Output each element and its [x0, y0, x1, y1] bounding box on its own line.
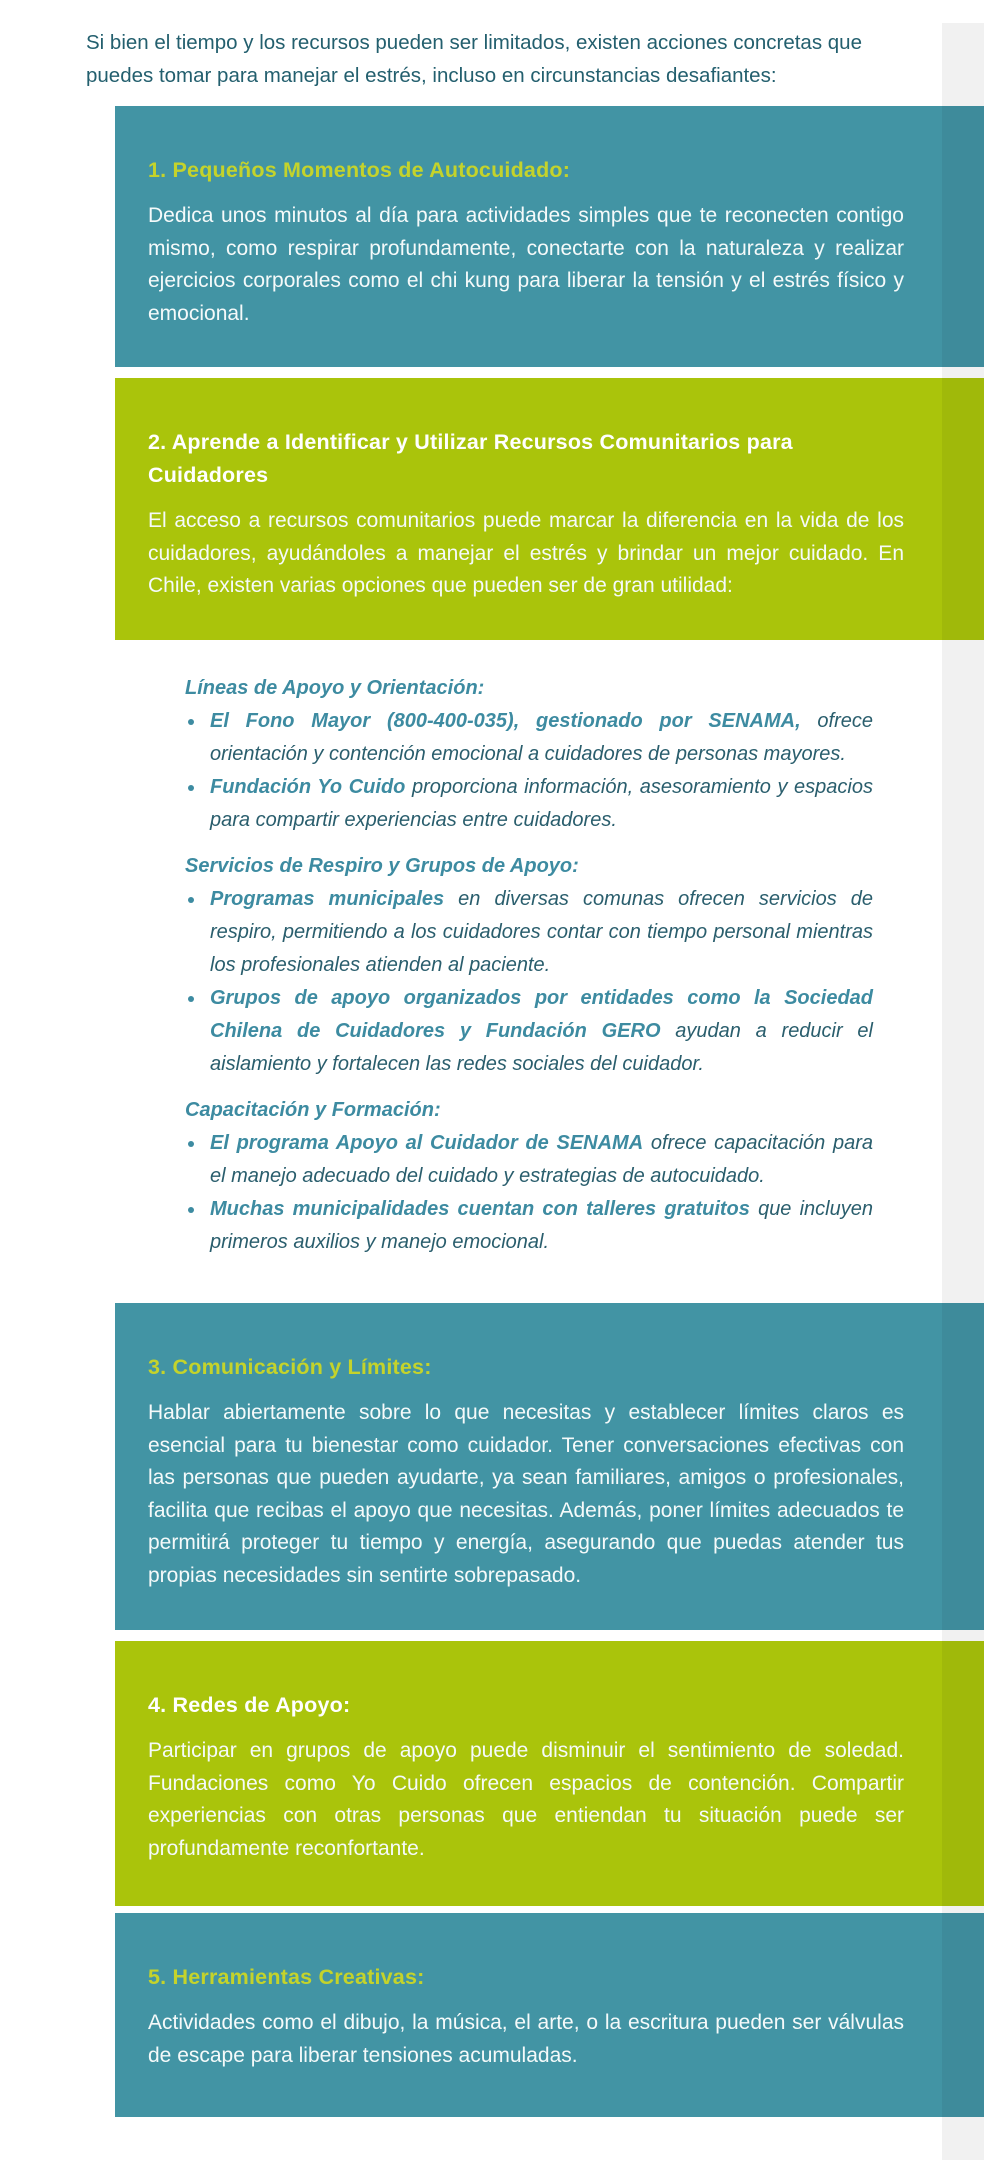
list-item-text: [210, 771, 873, 837]
section-4-heading: 4. Redes de Apoyo:: [148, 1693, 351, 1717]
resource-group-title: Capacitación y Formación:: [185, 1099, 441, 1121]
list-item-lead: Grupos de apoyo organizados por entidades como la Sociedad Chilena de Cuidadores y Fundación GERO: [210, 987, 873, 1042]
list-item-rest: ayudan a reducir el aislamiento y fortalecen las redes sociales del cuidador.: [210, 1020, 873, 1075]
section-5-body: Actividades como el dibujo, la música, el arte, o la escritura pueden ser válvulas de escape para liberar tensiones acumuladas.: [148, 2011, 904, 2067]
section-1-body: Dedica unos minutos al día para actividades simples que te reconecten contigo mismo, como respirar profundamente, conectarte con la naturaleza y realizar ejercicios corporales como el chi kung para liberar la tensión y el estrés físico y emocional.: [148, 204, 904, 325]
list-item-text: [210, 705, 873, 771]
section-3-heading: 3. Comunicación y Límites:: [148, 1355, 432, 1379]
list-item-rest: en diversas comunas ofrecen servicios de respiro, permitiendo a los cuidadores contar con tiempo personal mientras los profesionales atienden al paciente.: [210, 888, 873, 976]
bullet-dot-icon: [188, 996, 194, 1002]
list-item: [185, 883, 873, 982]
section-3-comunicacion-limites: [115, 1303, 984, 1630]
intro-line-2: puedes tomar para manejar el estrés, incluso en circunstancias desafiantes:: [86, 63, 777, 87]
list-item-lead: El Fono Mayor (800-400-035), gestionado por SENAMA,: [210, 710, 801, 732]
intro-paragraph: [86, 26, 906, 92]
bullet-dot-icon: [188, 719, 194, 725]
community-resources-list: [185, 672, 873, 1272]
section-1-heading: 1. Pequeños Momentos de Autocuidado:: [148, 158, 571, 182]
section-2-recursos-comunitarios: [115, 378, 984, 640]
list-item: [185, 771, 873, 837]
bullet-dot-icon: [188, 897, 194, 903]
resource-group-title: Servicios de Respiro y Grupos de Apoyo:: [185, 855, 579, 877]
list-item: [185, 1127, 873, 1193]
list-item-rest: ofrece capacitación para el manejo adecuado del cuidado y estrategias de autocuidado.: [210, 1132, 874, 1187]
resource-group-servicios-respiro: [185, 850, 873, 1081]
section-5-heading: 5. Herramientas Creativas:: [148, 1965, 425, 1989]
list-item-text: [210, 1127, 873, 1193]
list-item-lead: Fundación Yo Cuido: [210, 776, 406, 798]
list-item: [185, 1193, 873, 1259]
list-item-text: [210, 883, 873, 982]
bullet-dot-icon: [188, 785, 194, 791]
list-item: [185, 982, 873, 1081]
section-4-redes-apoyo: [115, 1641, 984, 1906]
list-item-text: [210, 1193, 873, 1259]
section-4-body: Participar en grupos de apoyo puede disminuir el sentimiento de soledad. Fundaciones como Yo Cuido ofrecen espacios de contención. Compartir experiencias con otras personas que entiendan tu situación puede ser profundamente reconfortante.: [148, 1739, 904, 1860]
bullet-dot-icon: [188, 1141, 194, 1147]
intro-line-1: Si bien el tiempo y los recursos pueden ser limitados, existen acciones concretas que: [86, 30, 862, 54]
section-5-herramientas-creativas: [115, 1913, 984, 2117]
list-item-rest: ofrece orientación y contención emocional a cuidadores de personas mayores.: [210, 710, 873, 765]
list-item-lead: Muchas municipalidades cuentan con talleres gratuitos: [210, 1198, 750, 1220]
resource-group-lineas-apoyo: [185, 672, 873, 837]
section-1-autocuidado: [115, 106, 984, 367]
section-2-heading: 2. Aprende a Identificar y Utilizar Recursos Comunitarios para Cuidadores: [148, 430, 793, 487]
list-item-text: [210, 982, 873, 1081]
list-item-rest: proporciona información, asesoramiento y espacios para compartir experiencias entre cuidadores.: [210, 776, 873, 831]
resource-group-title: Líneas de Apoyo y Orientación:: [185, 677, 485, 699]
section-3-body: Hablar abiertamente sobre lo que necesitas y establecer límites claros es esencial para tu bienestar como cuidador. Tener conversaciones efectivas con las personas que pueden ayudarte, ya sean familiares, amigos o profesionales, facilita que recibas el apoyo que necesitas. Además, poner límites adecuados te permitirá proteger tu tiempo y energía, asegurando que puedas atender tus propias necesidades sin sentirte sobrepasado.: [148, 1401, 904, 1587]
list-item-lead: Programas municipales: [210, 888, 445, 910]
bullet-dot-icon: [188, 1207, 194, 1213]
section-2-body: El acceso a recursos comunitarios puede marcar la diferencia en la vida de los cuidadores, ayudándoles a manejar el estrés y brindar un mejor cuidado. En Chile, existen varias opciones que pueden ser de gran utilidad:: [148, 509, 904, 597]
list-item-lead: El programa Apoyo al Cuidador de SENAMA: [210, 1132, 644, 1154]
list-item-rest: que incluyen primeros auxilios y manejo emocional.: [210, 1198, 873, 1253]
resource-group-capacitacion: [185, 1094, 873, 1259]
list-item: [185, 705, 873, 771]
